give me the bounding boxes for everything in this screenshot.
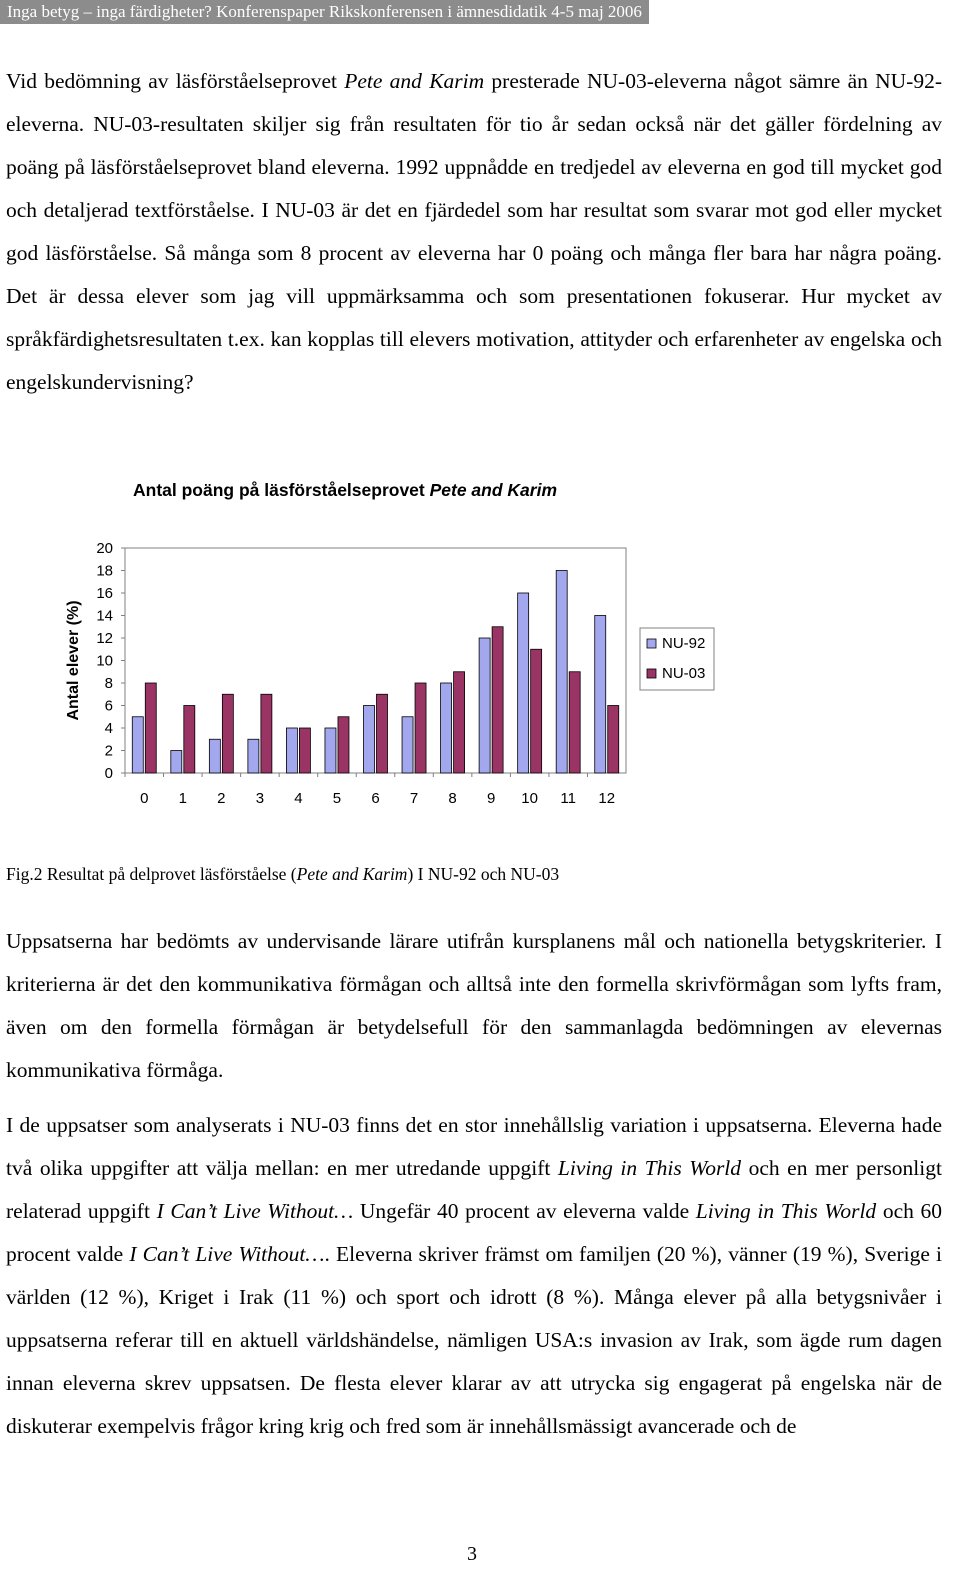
bar-nu-03-2 — [222, 694, 233, 773]
y-tick-label: 18 — [96, 562, 113, 580]
x-tick-label: 8 — [448, 790, 457, 807]
bar-nu-03-10 — [531, 649, 542, 773]
bar-nu-92-10 — [518, 593, 529, 773]
text-run-0: Vid bedömning av läsförståelseprovet — [6, 69, 345, 93]
bar-chart — [0, 472, 960, 832]
x-tick-label: 9 — [486, 790, 496, 807]
italic-run-1: Pete and Karim — [296, 864, 408, 884]
bar-nu-03-4 — [299, 728, 310, 773]
x-tick-label: 3 — [255, 790, 265, 807]
chart-title-plain: Antal poäng på läsförståelseprovet — [133, 480, 430, 500]
x-tick-label: 7 — [409, 790, 419, 807]
bar-nu-92-4 — [286, 728, 297, 773]
bar-nu-92-3 — [248, 739, 259, 773]
y-tick-label: 6 — [104, 697, 113, 715]
bar-nu-03-7 — [415, 683, 426, 773]
text-run-4: Ungefär 40 procent av eleverna valde — [353, 1199, 696, 1223]
bar-nu-92-0 — [132, 717, 143, 773]
bar-nu-03-3 — [261, 694, 272, 773]
bar-nu-92-2 — [209, 739, 220, 773]
legend-label-nu-03: NU-03 — [662, 665, 706, 682]
x-tick-label: 4 — [294, 790, 303, 807]
legend-swatch-nu-92 — [647, 639, 656, 648]
text-run-0: Uppsatserna har bedömts av undervisande lärare utifrån kursplanens mål och nationella betygskriterier. I kriterierna är det den kommunikativa förmågan och alltså inte den formella skrivförmågan som lyfts fram, även om den formella förmågan är betydelsefull för den sammanlagda bedömningen av elevernas kommunikativa förmåga. — [6, 929, 942, 1082]
y-tick-label: 2 — [104, 742, 113, 760]
x-tick-label: 1 — [178, 790, 187, 807]
text-run-6: och 60 procent valde — [6, 1199, 943, 1266]
text-run-8: . Eleverna skriver främst om familjen (20 %), vänner (19 %), Sverige i världen (12 %), Kriget i Irak (11 %) och sport och idrott (8 %). Många elever på alla betygsnivåer i uppsatserna referar till en aktuell världshändelse, nämligen USA:s invasion av Irak, som ägde rum dagen innan eleverna skrev uppsatsen. De flesta elever klarar av att utrycka sig engagerat på engelska när de diskuterar exempelvis frågor kring krig och fred som är innehållsmässigt avancerade och de — [6, 1242, 942, 1438]
running-header — [0, 0, 649, 24]
bar-nu-92-1 — [171, 751, 182, 774]
paragraph-essay-content — [6, 1104, 942, 1448]
italic-run-7: I Can’t Live Without… — [129, 1242, 325, 1266]
bar-nu-03-9 — [492, 627, 503, 773]
bar-nu-03-8 — [454, 672, 465, 773]
italic-run-3: I Can’t Live Without… — [156, 1199, 354, 1223]
bar-nu-03-5 — [338, 717, 349, 773]
x-tick-label: 6 — [371, 790, 380, 807]
bar-nu-92-12 — [595, 616, 606, 774]
plot-area — [125, 548, 626, 773]
y-tick-label: 20 — [96, 540, 113, 557]
figure-chart — [0, 472, 960, 832]
bar-nu-92-8 — [441, 683, 452, 773]
y-axis-label: Antal elever (%) — [65, 600, 82, 721]
italic-run-1: Pete and Karim — [344, 69, 485, 93]
x-tick-label: 10 — [521, 790, 538, 807]
page-number: 3 — [467, 1543, 477, 1565]
bar-nu-03-11 — [569, 672, 580, 773]
text-run-2: presterade NU-03-eleverna något sämre än NU-92-eleverna. NU-03-resultaten skiljer sig från resultaten för tio år sedan också när det gäller fördelning av poäng på läsförståelseprovet bland eleverna. 1992 uppnådde en tredjedel av eleverna en god till mycket god och detaljerad textförståelse. I NU-03 är det en fjärdedel som har resultat som svarar mot god eller mycket god läsförståelse. Så många som 8 procent av eleverna har 0 poäng och många fler bara har några poäng. Det är dessa elever som jag vill uppmärksamma och som presentationen fokuserar. Hur mycket av språkfärdighetsresultaten t.ex. kan kopplas till elevers motivation, attityder och erfarenheter av engelska och engelskundervisning? — [6, 69, 942, 394]
figure-caption — [6, 864, 559, 885]
paragraph-reading-results — [6, 60, 942, 404]
bar-nu-03-6 — [377, 694, 388, 773]
text-run-2: ) I NU-92 och NU-03 — [407, 864, 560, 884]
paragraph-assessment — [6, 920, 942, 1092]
chart-title-italic: Pete and Karim — [429, 480, 558, 500]
x-tick-label: 2 — [217, 790, 226, 807]
italic-run-5: Living in This World — [695, 1199, 877, 1223]
y-tick-label: 4 — [104, 720, 113, 737]
y-tick-label: 0 — [104, 765, 113, 782]
x-tick-label: 12 — [598, 790, 616, 807]
legend-swatch-nu-03 — [647, 669, 656, 678]
bar-nu-92-9 — [479, 638, 490, 773]
y-tick-label: 10 — [96, 652, 113, 670]
y-tick-label: 12 — [96, 630, 113, 647]
bar-nu-92-6 — [364, 706, 375, 774]
text-run-2: och en mer personligt relaterad uppgift — [6, 1156, 942, 1223]
bar-nu-92-7 — [402, 717, 413, 773]
bar-nu-92-11 — [556, 571, 567, 774]
text-run-0: I de uppsatser som analyserats i NU-03 finns det en stor innehållslig variation i uppsatserna. Eleverna hade två olika uppgifter att välja mellan: en mer utredande uppgift — [6, 1113, 942, 1180]
y-tick-label: 14 — [96, 607, 113, 625]
bar-nu-03-12 — [608, 706, 619, 774]
legend-label-nu-92: NU-92 — [662, 635, 706, 652]
x-tick-label: 5 — [332, 790, 342, 807]
x-tick-label: 11 — [560, 790, 576, 807]
x-tick-label: 0 — [140, 790, 149, 807]
text-run-0: Fig.2 Resultat på delprovet läsförståelse ( — [6, 864, 297, 884]
italic-run-1: Living in This World — [557, 1156, 742, 1180]
bar-nu-92-5 — [325, 728, 336, 773]
y-tick-label: 16 — [96, 585, 113, 602]
y-tick-label: 8 — [104, 675, 113, 692]
chart-title — [133, 480, 557, 501]
bar-nu-03-0 — [145, 683, 156, 773]
bar-nu-03-1 — [184, 706, 195, 774]
running-header-text: Inga betyg – inga färdigheter? Konferenspaper Rikskonferensen i ämnesdidatik 4-5 maj 2006 — [7, 2, 642, 21]
